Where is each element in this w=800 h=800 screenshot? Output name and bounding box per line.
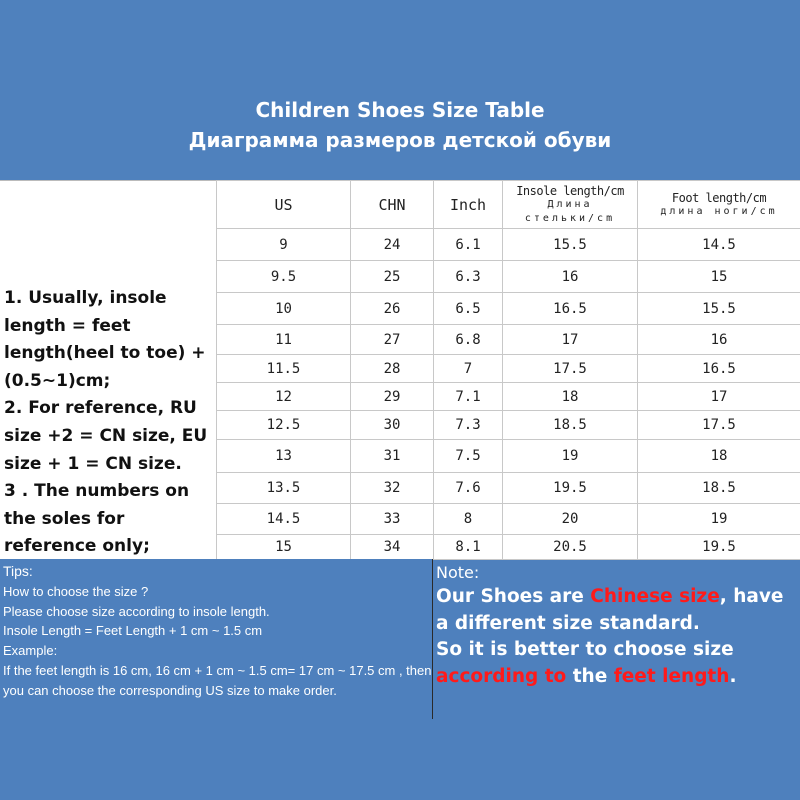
tips-line: If the feet length is 16 cm, 16 cm + 1 cm ~ 1.5 cm= 17 cm ~ 17.5 cm , then you can choose the corresponding US size to make order. [3, 662, 432, 698]
page-title: Children Shoes Size Table [255, 98, 545, 122]
cell-us: 14.5 [217, 504, 351, 535]
cell-insole: 17 [503, 325, 638, 355]
cell-chn: 32 [351, 473, 434, 504]
cell-foot: 19 [638, 504, 800, 535]
cell-insole: 19.5 [503, 473, 638, 504]
cell-chn: 34 [351, 535, 434, 560]
note-text: the [566, 665, 614, 687]
cell-us: 10 [217, 293, 351, 325]
tips-title: Tips: [3, 563, 33, 579]
cell-inch: 6.5 [434, 293, 503, 325]
cell-foot: 15 [638, 261, 800, 293]
cell-foot: 18.5 [638, 473, 800, 504]
table-row [217, 293, 800, 325]
cell-inch: 8 [434, 504, 503, 535]
note-panel [436, 559, 800, 690]
cell-inch: 6.3 [434, 261, 503, 293]
cell-foot: 16.5 [638, 355, 800, 383]
cell-us: 15 [217, 535, 351, 560]
cell-chn: 33 [351, 504, 434, 535]
table-row [217, 504, 800, 535]
cell-inch: 8.1 [434, 535, 503, 560]
table-row [217, 473, 800, 504]
column-header-foot [638, 181, 800, 229]
foot-header-en: Foot length/cm [671, 190, 767, 205]
cell-insole: 18.5 [503, 411, 638, 440]
cell-inch: 7.3 [434, 411, 503, 440]
cell-foot: 14.5 [638, 229, 800, 261]
note-line: reference only; [4, 536, 150, 557]
cell-us: 9.5 [217, 261, 351, 293]
note-line: (0.5~1)cm; [4, 370, 111, 391]
column-header-us: US [217, 181, 351, 229]
column-header-insole [503, 181, 638, 229]
note-line: length = feet [4, 315, 131, 336]
page-subtitle-russian: Диаграмма размеров детской обуви [188, 128, 612, 152]
note-line: length(heel to toe) + [4, 343, 206, 364]
note-paragraph-2 [436, 637, 800, 690]
table-row [217, 325, 800, 355]
cell-insole: 20 [503, 504, 638, 535]
note-line: size + 1 = CN size. [4, 453, 182, 474]
cell-chn: 26 [351, 293, 434, 325]
cell-us: 13 [217, 440, 351, 473]
cell-insole: 16.5 [503, 293, 638, 325]
table-row [217, 383, 800, 411]
cell-us: 12.5 [217, 411, 351, 440]
foot-header-ru: длина ноги/cm [660, 205, 778, 217]
cell-foot: 15.5 [638, 293, 800, 325]
cell-us: 11 [217, 325, 351, 355]
cell-us: 13.5 [217, 473, 351, 504]
insole-header-en: Insole length/cm [516, 183, 624, 198]
cell-us: 11.5 [217, 355, 351, 383]
tips-panel [0, 559, 433, 719]
cell-chn: 28 [351, 355, 434, 383]
cell-us: 9 [217, 229, 351, 261]
cell-foot: 16 [638, 325, 800, 355]
tips-line: Please choose size according to insole length. [3, 603, 270, 619]
note-line: 3 . The numbers on [4, 481, 190, 502]
cell-chn: 24 [351, 229, 434, 261]
notes-panel [0, 180, 216, 559]
cell-chn: 31 [351, 440, 434, 473]
note-text: . [729, 665, 737, 687]
cell-foot: 17.5 [638, 411, 800, 440]
note-text: So it is better to choose size [436, 639, 734, 660]
size-table [216, 180, 800, 560]
cell-inch: 7.5 [434, 440, 503, 473]
cell-chn: 25 [351, 261, 434, 293]
note-title: Note: [436, 563, 480, 582]
note-text: , have a different size standard. [436, 586, 784, 634]
cell-insole: 20.5 [503, 535, 638, 560]
table-row [217, 229, 800, 261]
cell-inch: 7 [434, 355, 503, 383]
table-row [217, 355, 800, 383]
cell-chn: 30 [351, 411, 434, 440]
cell-inch: 6.8 [434, 325, 503, 355]
note-highlight: according to [436, 665, 567, 687]
tips-line: Insole Length = Feet Length + 1 cm ~ 1.5 cm [3, 623, 263, 639]
column-header-inch: Inch [434, 181, 503, 229]
note-line: size +2 = CN size, EU [4, 425, 208, 446]
note-line: the soles for [4, 508, 125, 529]
cell-foot: 19.5 [638, 535, 800, 560]
table-row [217, 261, 800, 293]
cell-insole: 16 [503, 261, 638, 293]
cell-insole: 19 [503, 440, 638, 473]
cell-inch: 7.1 [434, 383, 503, 411]
cell-inch: 6.1 [434, 229, 503, 261]
note-highlight: Chinese size [590, 586, 720, 607]
cell-insole: 15.5 [503, 229, 638, 261]
cell-foot: 18 [638, 440, 800, 473]
cell-inch: 7.6 [434, 473, 503, 504]
note-highlight: feet length [613, 665, 730, 687]
table-row [217, 535, 800, 560]
note-line: 1. Usually, insole [4, 288, 167, 308]
table-body [217, 229, 800, 560]
note-line: 2. For reference, RU [4, 398, 197, 419]
cell-insole: 17.5 [503, 355, 638, 383]
cell-chn: 27 [351, 325, 434, 355]
table-row [217, 440, 800, 473]
notes-text [4, 285, 214, 561]
insole-header-ru: Длина стельки/cm [524, 198, 616, 224]
cell-foot: 17 [638, 383, 800, 411]
table-row [217, 411, 800, 440]
column-header-chn: CHN [351, 181, 434, 229]
cell-insole: 18 [503, 383, 638, 411]
note-paragraph-1 [436, 584, 800, 637]
tips-line: Example: [3, 643, 58, 659]
cell-us: 12 [217, 383, 351, 411]
tips-line: How to choose the size ? [3, 583, 149, 599]
header-banner [0, 0, 800, 180]
note-text: Our Shoes are [436, 586, 591, 607]
table-header-row [217, 181, 800, 229]
cell-chn: 29 [351, 383, 434, 411]
